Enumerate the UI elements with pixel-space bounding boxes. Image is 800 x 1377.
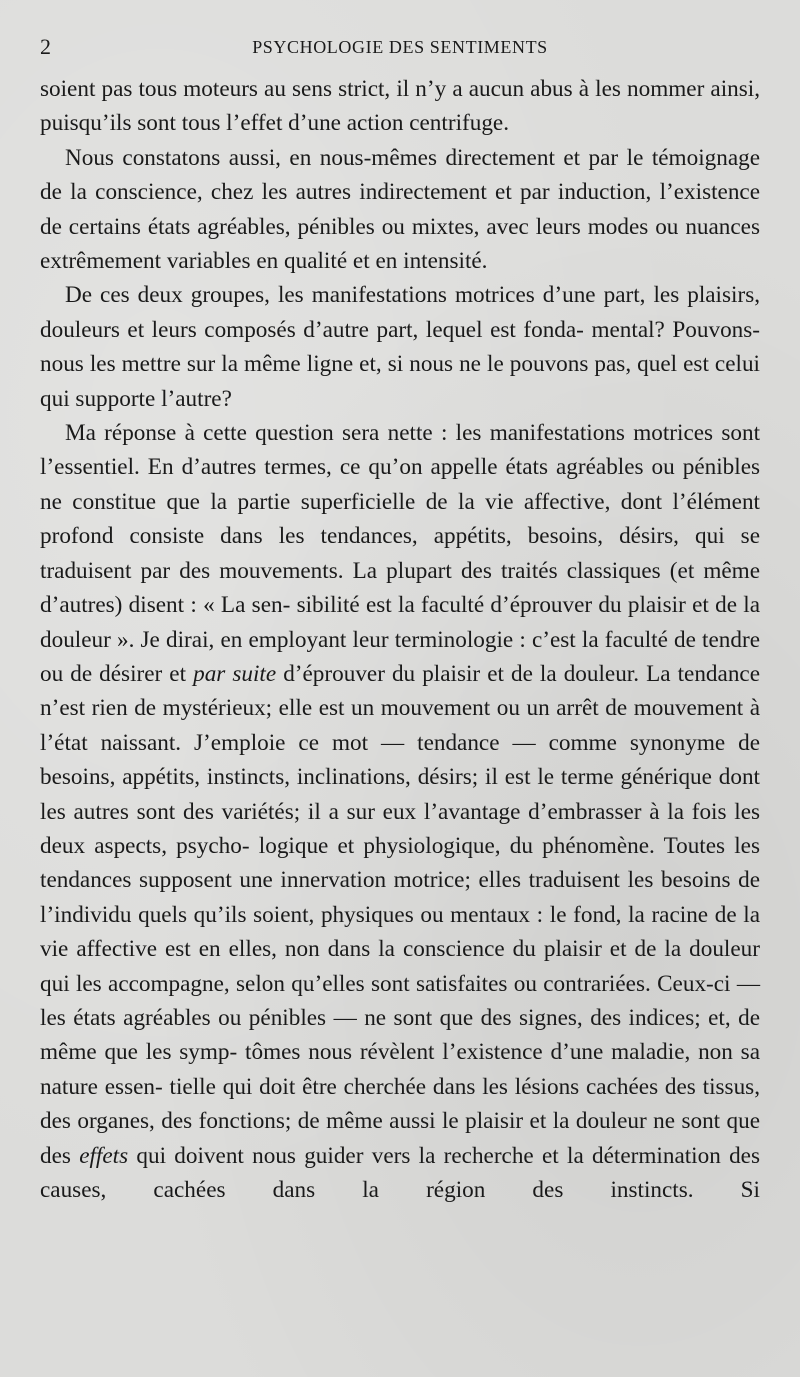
text-line: organes, des fonctions; de même aussi le plaisir et la douleur ne [77,1108,676,1135]
text-line: Ma réponse à cette question sera nette : les manifestations [65,420,625,447]
text-line: sibilité est la faculté d’éprouver du plaisir et de la douleur ». Je [40,592,760,653]
italic-phrase: effets [79,1142,129,1169]
text-line: témoignage de la conscience, chez les autres indirectement et par [40,144,760,206]
text-line: tendance n’est rien de mystérieux; elle est un mouvement ou un [40,660,760,722]
text-line: racine de la vie affective est en elles, non dans la conscience du [40,901,760,963]
text-line: arrêt de mouvement à l’état naissant. J’emploie ce mot — tendance [40,695,761,756]
running-head [40,34,760,60]
text-line: — comme synonyme de besoins, appétits, instincts, inclinations, [40,729,760,791]
text-line: qui doivent nous guider vers la recherche et la [128,1142,584,1169]
text-line: d’éprouver du plaisir et de la douleur. La [276,660,671,687]
paragraph-2 [40,141,760,279]
text-line: plaisirs, douleurs et leurs composés d’autre part, lequel est fonda- [40,282,761,343]
text-line: supposent une innervation motrice; elles traduisent les besoins de [139,867,760,894]
text-line: De ces deux groupes, les manifestations motrices d’une part, les [65,282,680,309]
text-line: mixtes, avec leurs modes ou nuances extrêmement variables en [40,213,760,275]
text-line: plupart des traités classiques (et même d’autres) disent : « La sen- [40,557,761,619]
text-line: détermination des causes, cachées dans la région des instincts. Si [40,1142,760,1203]
paragraph-1 [40,72,760,141]
text-line: tômes nous révèlent l’existence d’une maladie, non sa nature essen- [40,1039,760,1100]
text-line: satisfaites ou contrariées. Ceux-ci — les états agréables ou pénibles [40,970,761,1031]
text-line: motrices sont l’essentiel. En d’autres termes, ce qu’on appelle états [40,420,761,481]
text-line: logique et physiologique, du phénomène. Toutes les tendances [40,832,760,894]
text-line: de désirer et [70,660,194,687]
text-line: Nous constatons aussi, en nous-mêmes directement et par le [65,144,644,171]
italic-phrase: par suite [193,660,277,687]
text-line: tielle qui doit être cherchée dans les lésions cachées des tissus, des [40,1073,760,1135]
text-line: appétits, besoins, désirs, qui se traduisent par des mouvements. La [40,523,760,584]
text-line: plaisir et de la douleur qui les accompagne, selon qu’elles sont [40,936,760,997]
text-line: — ne sont que des signes, des indices; et, de même que les symp- [40,1004,761,1066]
text-line: soient pas tous moteurs au sens strict, il n’y a aucun abus à les [40,76,621,102]
text-line: l’individu quels qu’ils soient, physiques ou mentaux : le fond, la [40,901,645,928]
text-line: désirs; il est le terme générique dont les autres sont des variétés; il [40,764,760,825]
text-line: induction, l’existence de certains états agréables, pénibles ou [40,179,760,240]
text-line: qualité et en intensité. [284,248,488,275]
text-line: a sur eux l’avantage d’embrasser à la fois les deux aspects, psycho- [40,798,761,859]
text-line: dirai, en employant leur terminologie : c’est la faculté de tendre ou [40,626,760,687]
paragraph-4 [40,416,760,1207]
body-text [40,72,760,1207]
running-title: PSYCHOLOGIE DES SENTIMENTS [252,37,548,57]
text-line: sont que des [40,1108,761,1169]
text-line: vie affective, dont l’élément profond consiste dans les tendances, [40,488,760,550]
page-number: 2 [40,34,51,59]
paragraph-3 [40,278,760,416]
text-line: agréables ou pénibles ne constitue que la partie superficielle de la [40,454,761,515]
text-line: le pouvons pas, quel est celui qui supporte l’autre? [40,351,760,412]
text-line: mental? Pouvons-nous les mettre sur la même ligne et, si nous ne [40,316,760,378]
text-line: nommer ainsi, puisqu’ils sont tous l’effet d’une action centrifuge. [40,76,760,137]
